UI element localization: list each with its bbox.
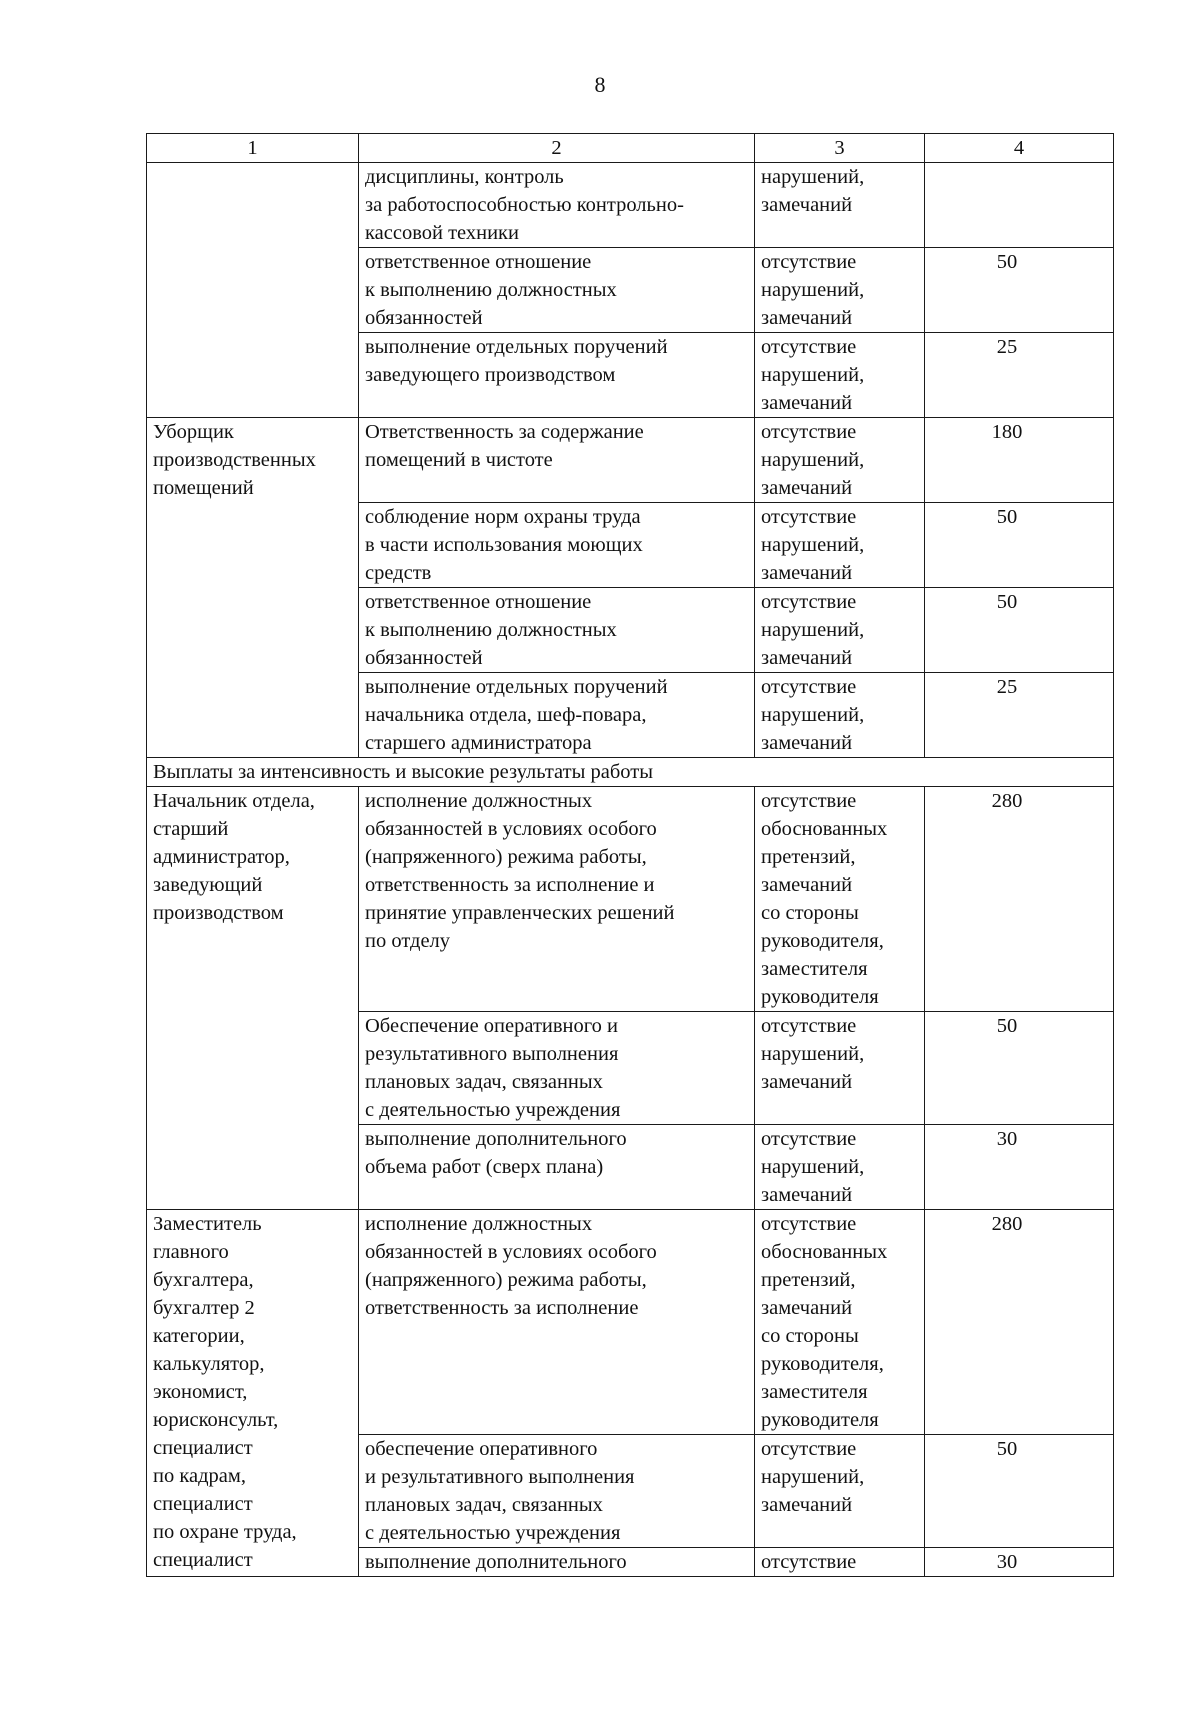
page-number: 8	[594, 72, 606, 97]
position-cell: Начальник отдела, старший администратор, заведующий производством	[147, 787, 359, 1210]
criterion-cell: исполнение должностных обязанностей в условиях особого (напряженного) режима работы, ответственность за исполнение и принятие управленческих решений по отделу	[359, 787, 755, 1012]
criterion-cell: ответственное отношение к выполнению должностных обязанностей	[359, 588, 755, 673]
amount-cell: 50	[925, 248, 1114, 333]
amount-cell: 30	[925, 1548, 1114, 1577]
criterion-cell: ответственное отношение к выполнению должностных обязанностей	[359, 248, 755, 333]
amount-cell: 280	[925, 1210, 1114, 1435]
amount-cell	[925, 163, 1114, 248]
criterion-cell: выполнение отдельных поручений заведующего производством	[359, 333, 755, 418]
table-row	[147, 787, 1114, 1012]
criterion-cell: Обеспечение оперативного и результативного выполнения плановых задач, связанных с деятельностью учреждения	[359, 1012, 755, 1125]
amount-cell: 50	[925, 1435, 1114, 1548]
condition-cell: отсутствие обоснованных претензий, замечаний со стороны руководителя, заместителя руководителя	[755, 1210, 925, 1435]
criterion-cell: выполнение дополнительного объема работ (сверх плана)	[359, 1125, 755, 1210]
header-col-3: 3	[755, 134, 925, 163]
section-heading: Выплаты за интенсивность и высокие результаты работы	[147, 758, 1114, 787]
amount-cell: 50	[925, 588, 1114, 673]
condition-cell: отсутствие нарушений, замечаний	[755, 1012, 925, 1125]
criterion-cell: обеспечение оперативного и результативного выполнения плановых задач, связанных с деятельностью учреждения	[359, 1435, 755, 1548]
amount-cell: 280	[925, 787, 1114, 1012]
header-col-2: 2	[359, 134, 755, 163]
position-cell	[147, 163, 359, 418]
condition-cell: отсутствие нарушений, замечаний	[755, 1125, 925, 1210]
condition-cell: отсутствие нарушений, замечаний	[755, 248, 925, 333]
header-col-1: 1	[147, 134, 359, 163]
amount-cell: 180	[925, 418, 1114, 503]
criterion-cell: исполнение должностных обязанностей в условиях особого (напряженного) режима работы, ответственность за исполнение	[359, 1210, 755, 1435]
condition-cell: отсутствие нарушений, замечаний	[755, 1435, 925, 1548]
table-row	[147, 1210, 1114, 1435]
condition-cell: отсутствие нарушений, замечаний	[755, 503, 925, 588]
criterion-cell: дисциплины, контроль за работоспособностью контрольно- кассовой техники	[359, 163, 755, 248]
criterion-cell: выполнение дополнительного	[359, 1548, 755, 1577]
amount-cell: 50	[925, 1012, 1114, 1125]
table-row	[147, 163, 1114, 248]
condition-cell: нарушений, замечаний	[755, 163, 925, 248]
condition-cell: отсутствие обоснованных претензий, замечаний со стороны руководителя, заместителя руководителя	[755, 787, 925, 1012]
amount-cell: 25	[925, 333, 1114, 418]
condition-cell: отсутствие нарушений, замечаний	[755, 418, 925, 503]
amount-cell: 50	[925, 503, 1114, 588]
condition-cell: отсутствие нарушений, замечаний	[755, 673, 925, 758]
condition-cell: отсутствие нарушений, замечаний	[755, 333, 925, 418]
position-cell: Заместитель главного бухгалтера, бухгалтер 2 категории, калькулятор, экономист, юрисконсульт, специалист по кадрам, специалист по охране труда, специалист	[147, 1210, 359, 1577]
amount-cell: 25	[925, 673, 1114, 758]
condition-cell: отсутствие	[755, 1548, 925, 1577]
header-col-4: 4	[925, 134, 1114, 163]
condition-cell: отсутствие нарушений, замечаний	[755, 588, 925, 673]
amount-cell: 30	[925, 1125, 1114, 1210]
criterion-cell: Ответственность за содержание помещений в чистоте	[359, 418, 755, 503]
section-row	[147, 758, 1114, 787]
criteria-table	[146, 133, 1114, 1577]
position-cell: Уборщик производственных помещений	[147, 418, 359, 758]
table-row	[147, 418, 1114, 503]
table-header-row	[147, 134, 1114, 163]
criterion-cell: соблюдение норм охраны труда в части использования моющих средств	[359, 503, 755, 588]
criterion-cell: выполнение отдельных поручений начальника отдела, шеф-повара, старшего администратора	[359, 673, 755, 758]
